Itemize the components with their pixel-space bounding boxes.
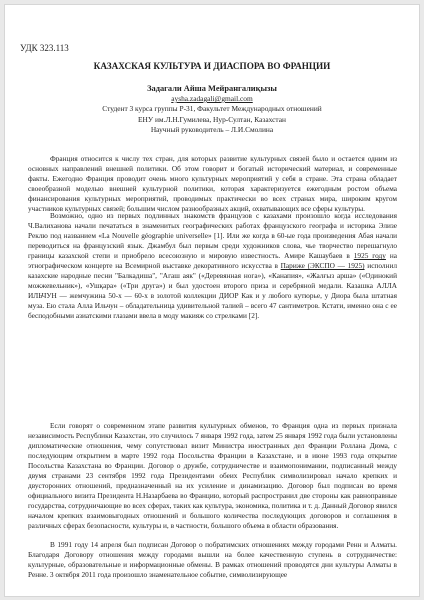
paragraph-1-text: Франция относится к числу тех стран, для которых развитие культурных связей было и остается одним из основных направлений внешней политики. Об этом говорит и богатый исторический материал, и современные факты. Ежегодно Франция проводит очень много культурных мероприятий у себя в стране. Эта страна обладает своеобразной моделью внешней культурной политики, которая характеризуется ежегодным ростом объема финансирования культурных мероприятий, проводимых практически во всех странах мира, широким кругом участников культурных связей; большим числом разнообразных акций, охватывающих все сферы культуры. (28, 154, 397, 214)
expo-1925-link[interactable]: Париже (ЭКСПО — 1925) (280, 261, 365, 271)
document-page (4, 4, 420, 597)
paper-title: КАЗАХСКАЯ КУЛЬТУРА И ДИАСПОРА ВО ФРАНЦИИ (93, 61, 331, 71)
paragraph-2-part-a: Возможно, одно из первых подлинных знакомств французов с казахами произошло когда исследования Ч.Валиханова начали печататься в знаменитых географических работах французского географа и историка Элизе Реклю под названием «La Nouvelle géographie universelle» [1]. Или же когда в 60-ые года произведения Абая начали переводиться на французский язык. Джамбул был первым среди художников слова, чье творчество перешагнуло границы казахской степи и приобрело всесоюзную и мировую известность. Амире Кашаубаев в (28, 211, 397, 261)
author-email-link[interactable]: aysha.zadagali@gmail.com (171, 94, 253, 103)
supervisor-line: Научный руководитель – Л.И.Смолина (150, 125, 274, 134)
year-1925-link[interactable]: 1925 году (353, 251, 386, 261)
affiliation-line-2: ЕНУ им.Л.Н.Гумилева, Нур-Султан, Казахстан (138, 115, 286, 124)
udc-code: УДК 323.113 (20, 43, 69, 53)
author-name: Задагали Айша Мейрангалиқызы (147, 84, 277, 93)
paragraph-2-text (28, 211, 397, 322)
paragraph-2-part-c: исполнил казахские народные песни "Балкадиша", "Агаш аяк" («Деревянная нога»), «Канапия», «Жалғыз арша» («Одинокий можжевельник»), «Ушқара» («Три друга») и был удостоен второго приза и серебряной медали. Казашка АЛЛА ИЛЬЧУН — жемчужина 50-х — 60-х в золотой коллекции ДИОР Как и у любого кутюрье, у Диора была штатная муза. Ею стала Алла Ильчун – обладательница удивительной талией – всего 47 сантиметров. Кстати, именно она с ее бесподобными азиатскими глазами ввела в моду макияж со стрелками [2]. (28, 261, 397, 321)
paragraph-3-text: Если говорят о современном этапе развития культурных обменов, то Франция одна из первых признала независимость Республики Казахстан, это случилось 7 января 1992 года, затем 25 января 1992 года были установлены дипломатические отношения, чему сопутствовал визит Министра иностранных дел Франции Роллана Дюма, с последующим открытием в марте 1992 года Посольства Франции в Казахстане, и в июне 1993 года открытие Посольства Казахстана во Франции. Договор о дружбе, сотрудничестве и взаимопонимании, подписанный между двумя странами 23 сентября 1992 года Президентами обеих Республик символизировал начало крепких и двусторонних отношений, предназначенный на их усиление и динамизацию. Договор был подписан во время официального визита Президента Н.Назарбаева во Францию, который распространил две стороны как равноправные государства, сотрудничающие во всех сферах, таких как культура, экономика, политика и т. д. Данный Договор явился началом крепких взаимовыгодных отношений и большого количества последующих договоров и соглашения в различных сферах безопасности, культуры и, в частности, большого объема в области образования. (28, 421, 397, 531)
paragraph-2 (28, 211, 397, 423)
paragraph-2-part-b: на этнографическом концерте на Всемирной выставке декоративного искусства в (28, 251, 397, 271)
paragraph-4 (28, 540, 397, 596)
affiliation-line-1: Студент 3 курса группы Р-31, Факультет Международных отношений (102, 104, 322, 113)
paragraph-4-text: В 1991 году 14 апреля был подписан Договор о побратимских отношениях между городами Ренн и Алматы. Благодаря Договору отношения между городами вышли на более качественную ступень в сотрудничестве: культурные, образовательные и информационные обмены. В рамках отношений проводятся дни культуры Алматы в Ренне. 3 октября 2011 года произошло знаменательное событие, символизирующее (28, 540, 397, 580)
